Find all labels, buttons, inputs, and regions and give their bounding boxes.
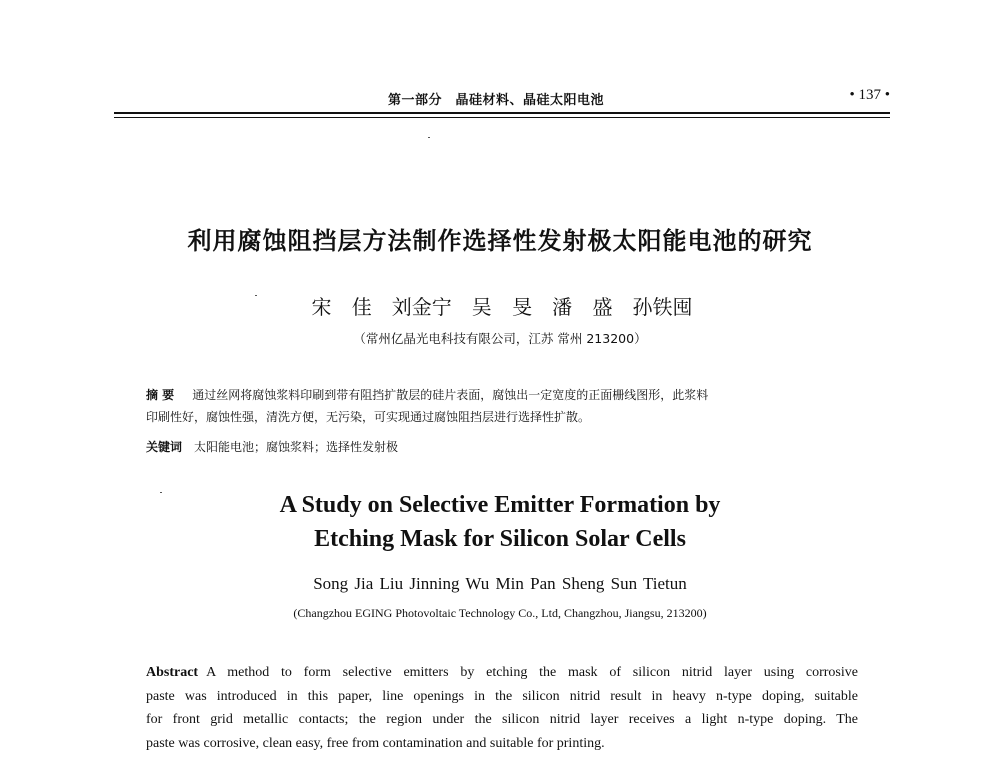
chinese-abstract-line: [146, 384, 858, 406]
english-title-line: Etching Mask for Silicon Solar Cells: [314, 526, 686, 552]
page-number: • 137 •: [849, 87, 890, 103]
chinese-keywords-label: 关键词: [146, 440, 183, 454]
header-rule-thin: [114, 117, 890, 118]
english-title: [0, 488, 1000, 556]
chinese-keywords-text: 太阳能电池；腐蚀浆料；选择性发射极: [194, 440, 399, 454]
running-header: [120, 86, 890, 108]
chinese-abstract: [146, 384, 858, 428]
header-rule-thick: [114, 112, 890, 114]
english-abstract-line: paste was corrosive, clean easy, free from contamination and suitable for printing.: [146, 735, 605, 751]
english-authors: Song Jia Liu Jinning Wu Min Pan Sheng Sun Tietun: [313, 574, 687, 593]
english-abstract: [146, 661, 858, 755]
english-abstract-label: Abstract: [146, 665, 199, 680]
chinese-abstract-line: 印刷性好，腐蚀性强，清洗方便，无污染，可实现通过腐蚀阻挡层进行选择性扩散。: [146, 410, 591, 424]
chinese-affiliation: （常州亿晶光电科技有限公司，江苏 常州 213200）: [353, 331, 647, 346]
section-label: 第一部分 晶硅材料、晶硅太阳电池: [388, 93, 605, 108]
scan-speck: [255, 295, 257, 296]
chinese-keywords: [146, 437, 858, 457]
english-affiliation: (Changzhou EGING Photovoltaic Technology Co., Ltd, Changzhou, Jiangsu, 213200): [293, 606, 707, 620]
english-abstract-text: A method to form selective emitters by etching the mask of silicon nitrid layer using corrosive: [206, 665, 858, 680]
chinese-abstract-text: 通过丝网将腐蚀浆料印刷到带有阻挡扩散层的硅片表面，腐蚀出一定宽度的正面栅线图形，此浆料: [192, 388, 709, 402]
chinese-authors: 宋 佳 刘金宁 吴 旻 潘 盛 孙铁囤: [311, 295, 693, 319]
english-title-line: A Study on Selective Emitter Formation by: [279, 492, 721, 518]
chinese-abstract-label: 摘 要: [146, 388, 175, 402]
chinese-title: 利用腐蚀阻挡层方法制作选择性发射极太阳能电池的研究: [187, 227, 813, 255]
english-abstract-line: paste was introduced in this paper, line openings in the silicon nitrid result in heavy n-type doping, suitable: [146, 688, 858, 704]
scan-speck: [428, 137, 430, 138]
english-abstract-line: for front grid metallic contacts; the region under the silicon nitrid layer receives a light n-type doping. The: [146, 712, 858, 727]
english-abstract-line: [146, 661, 858, 685]
